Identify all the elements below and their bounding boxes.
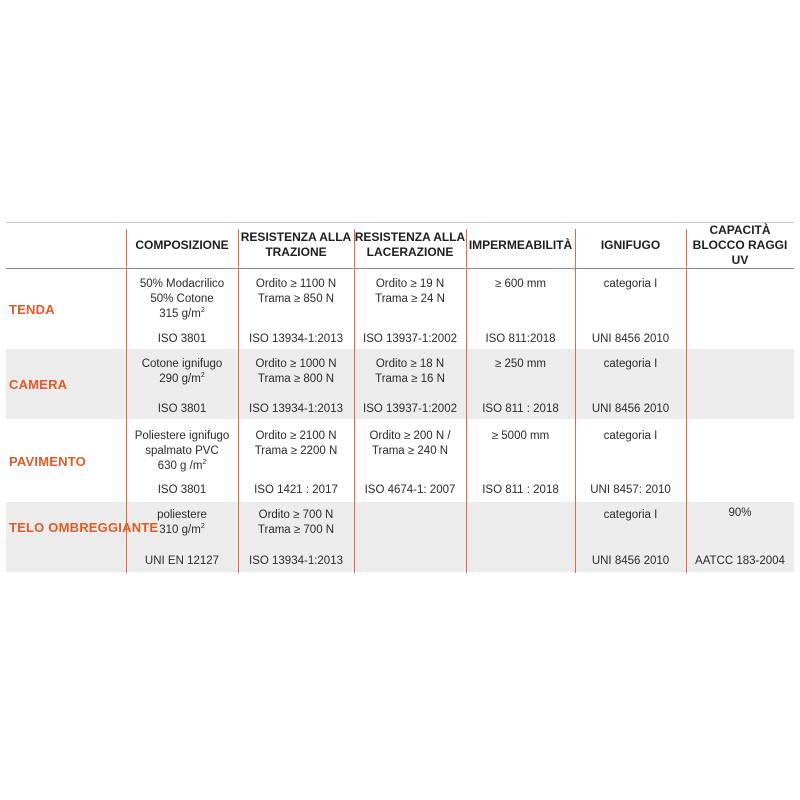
standard-composizione: ISO 3801 (157, 403, 207, 415)
column-divider (686, 229, 687, 573)
lacerazione-line: Trama ≥ 240 N (371, 445, 449, 457)
trazione-line: Trama ≥ 2200 N (254, 445, 338, 457)
standard-uv: AATCC 183-2004 (695, 555, 785, 567)
composizione-line: Cotone ignifugo (141, 358, 223, 370)
cell-impermeabilita (466, 357, 575, 372)
cell-lacerazione (354, 357, 466, 387)
header-impermeabilita-text: IMPERMEABILITÀ (468, 237, 573, 252)
superscript: 2 (200, 523, 205, 531)
impermeabilita-line: ≥ 5000 mm (491, 430, 550, 442)
header-ignifugo-text: IGNIFUGO (600, 237, 661, 252)
superscript: 2 (202, 459, 207, 467)
superscript: 2 (200, 307, 205, 315)
composizione-weight (126, 307, 238, 322)
header-composizione-text: COMPOSIZIONE (135, 237, 229, 252)
header-lacerazione-line2: LACERAZIONE (366, 245, 454, 259)
composizione-weight (126, 459, 238, 474)
row-label-text: OMBREGGIANTE (48, 520, 159, 535)
cell-lacerazione (354, 429, 466, 459)
standard-lacerazione: ISO 13937-1:2002 (363, 403, 457, 415)
row-label-text: TENDA (9, 302, 55, 317)
composizione-line: 50% Modacrilico (139, 278, 225, 290)
cell-impermeabilita (466, 429, 575, 444)
standard-trazione: ISO 13934-1:2013 (249, 333, 343, 345)
header-uv-line1: CAPACITÀ (709, 222, 771, 237)
cell-ignifugo (575, 429, 686, 444)
ignifugo-line: categoria I (603, 430, 658, 442)
row-label-camera (9, 377, 67, 393)
lacerazione-line: Ordito ≥ 18 N (375, 358, 445, 370)
standard-composizione: ISO 3801 (157, 484, 207, 496)
standard-lacerazione: ISO 4674-1: 2007 (364, 484, 456, 496)
ignifugo-line: categoria I (603, 278, 658, 290)
header-ignifugo (575, 222, 686, 268)
lacerazione-line: Ordito ≥ 19 N (375, 278, 445, 290)
header-impermeabilita (466, 222, 575, 268)
row-label-text: TELO (9, 520, 45, 535)
composizione-line: 310 g/m (159, 524, 201, 536)
cell-ignifugo (575, 277, 686, 292)
row-label-text: PAVIMENTO (9, 454, 86, 469)
standard-ignifugo: UNI 8457: 2010 (590, 484, 671, 496)
cell-ignifugo (575, 357, 686, 372)
composizione-line: 630 g /m (157, 460, 203, 472)
header-composizione (126, 222, 238, 268)
ignifugo-line: categoria I (603, 358, 658, 370)
composizione-line: 50% Cotone (150, 293, 214, 305)
standard-trazione: ISO 13934-1:2013 (249, 403, 343, 415)
cell-impermeabilita (466, 277, 575, 292)
header-lacerazione-line1: RESISTENZA ALLA (354, 230, 466, 244)
standard-impermeabilita: ISO 811:2018 (485, 333, 556, 345)
lacerazione-line: Trama ≥ 24 N (375, 293, 445, 305)
standard-trazione: ISO 13934-1:2013 (249, 555, 343, 567)
composizione-weight (126, 523, 238, 538)
composizione-line: Poliestere ignifugo (134, 430, 230, 442)
cell-trazione (238, 277, 354, 307)
cell-ignifugo (575, 508, 686, 523)
header-lacerazione (354, 222, 466, 268)
cell-trazione (238, 508, 354, 538)
composizione-line: spalmato PVC (145, 445, 219, 457)
standard-ignifugo: UNI 8456 2010 (591, 555, 670, 567)
trazione-line: Trama ≥ 850 N (257, 293, 335, 305)
composizione-line: 290 g/m (159, 373, 201, 385)
standard-ignifugo: UNI 8456 2010 (591, 333, 670, 345)
trazione-line: Ordito ≥ 700 N (258, 509, 334, 521)
composizione-line: poliestere (157, 509, 207, 521)
trazione-line: Ordito ≥ 2100 N (255, 430, 337, 442)
row-label-text: CAMERA (9, 377, 68, 392)
standard-composizione: UNI EN 12127 (144, 555, 220, 567)
cell-lacerazione (354, 277, 466, 307)
cell-composizione (126, 357, 238, 387)
standard-trazione: ISO 1421 : 2017 (254, 484, 338, 496)
impermeabilita-line: ≥ 600 mm (494, 278, 547, 290)
trazione-line: Trama ≥ 700 N (257, 524, 335, 536)
header-trazione-line2: TRAZIONE (265, 245, 327, 259)
impermeabilita-line: ≥ 250 mm (494, 358, 547, 370)
row-label-tenda (9, 302, 55, 318)
composizione-weight (126, 372, 238, 387)
header-uv (686, 222, 794, 268)
trazione-line: Ordito ≥ 1100 N (255, 278, 337, 290)
superscript: 2 (200, 372, 205, 380)
cell-trazione (238, 357, 354, 387)
standard-impermeabilita: ISO 811 : 2018 (482, 484, 559, 496)
lacerazione-line: Trama ≥ 16 N (375, 373, 445, 385)
trazione-line: Trama ≥ 800 N (257, 373, 335, 385)
uv-line: 90% (728, 507, 752, 519)
standard-impermeabilita: ISO 811 : 2018 (482, 403, 559, 415)
standard-composizione: ISO 3801 (157, 333, 207, 345)
header-trazione-line1: RESISTENZA ALLA (240, 230, 352, 244)
lacerazione-line: Ordito ≥ 200 N / (369, 430, 451, 442)
standard-ignifugo: UNI 8456 2010 (591, 403, 670, 415)
header-trazione (238, 222, 354, 268)
trazione-line: Ordito ≥ 1000 N (255, 358, 337, 370)
standard-lacerazione: ISO 13937-1:2002 (363, 333, 457, 345)
ignifugo-line: categoria I (603, 509, 658, 521)
cell-uv (686, 506, 794, 521)
cell-composizione (126, 429, 238, 474)
header-uv-line2: BLOCCO RAGGI UV (692, 237, 788, 267)
cell-composizione (126, 277, 238, 322)
row-label-pavimento (9, 454, 86, 470)
composizione-line: 315 g/m (159, 308, 201, 320)
cell-trazione (238, 429, 354, 459)
cell-composizione (126, 508, 238, 538)
